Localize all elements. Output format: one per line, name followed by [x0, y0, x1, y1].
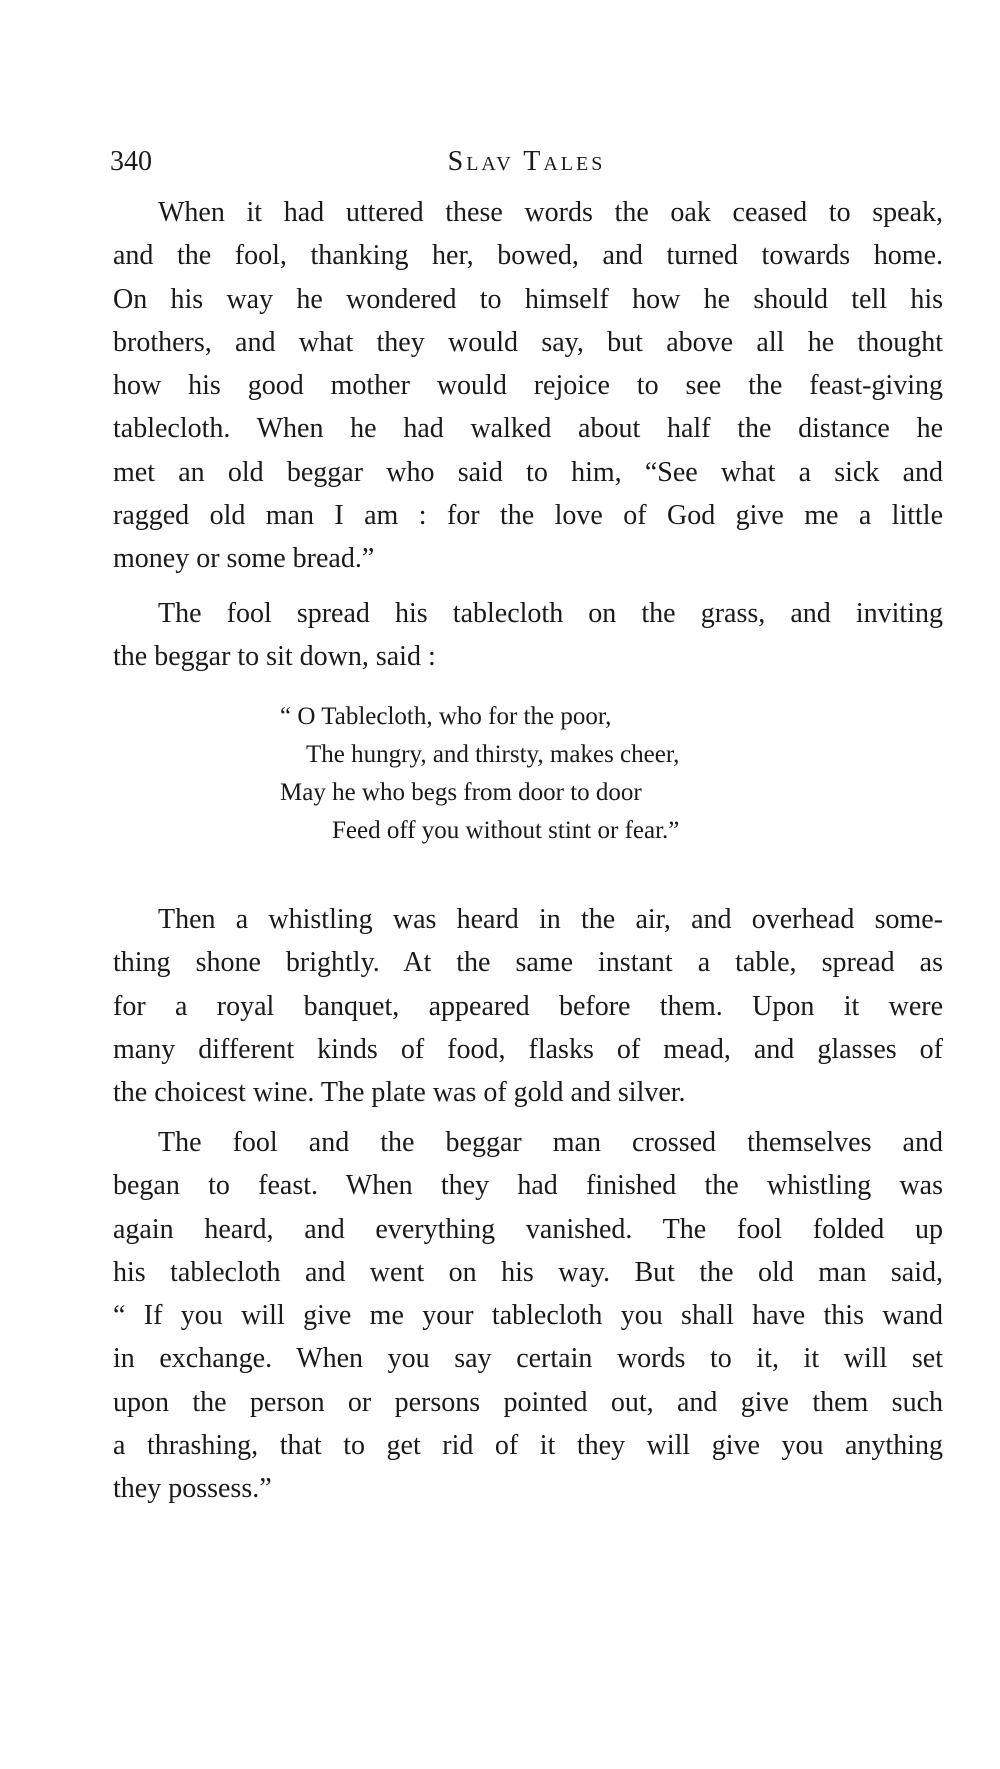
verse-line: Feed off you without stint or fear.”: [332, 817, 680, 844]
paragraph-2: [113, 592, 943, 679]
text-line: The fool spread his tablecloth on the grass, and inviting: [158, 598, 943, 629]
verse-line: May he who begs from door to door: [280, 779, 642, 806]
text-line: the beggar to sit down, said :: [113, 641, 436, 673]
text-line: many different kinds of food, flasks of mead, and glasses of: [113, 1033, 943, 1065]
text-line: met an old beggar who said to him, “See what a sick and: [113, 456, 943, 488]
text-line: brothers, and what they would say, but above all he thought: [113, 326, 943, 358]
text-line: again heard, and everything vanished. The fool folded up: [113, 1213, 943, 1245]
text-line: “ If you will give me your tablecloth you shall have this wand: [113, 1300, 943, 1332]
text-line: his tablecloth and went on his way. But the old man said,: [113, 1256, 943, 1288]
text-line: Then a whistling was heard in the air, and overhead some-: [158, 904, 943, 935]
text-line: The fool and the beggar man crossed themselves and: [158, 1127, 943, 1158]
text-line: and the fool, thanking her, bowed, and turned towards home.: [113, 240, 943, 272]
text-line: money or some bread.”: [113, 543, 375, 575]
paragraph-1: [113, 191, 943, 581]
text-line: the choicest wine. The plate was of gold and silver.: [113, 1077, 686, 1109]
text-line: thing shone brightly. At the same instant a table, spread as: [113, 947, 943, 979]
running-title: Slav Tales: [447, 146, 606, 177]
verse: [280, 698, 840, 850]
verse-line: The hungry, and thirsty, makes cheer,: [306, 741, 680, 768]
text-line: On his way he wondered to himself how he should tell his: [113, 283, 943, 315]
paragraph-4: [113, 1121, 943, 1511]
text-line: for a royal banquet, appeared before them. Upon it were: [113, 990, 943, 1022]
text-line: how his good mother would rejoice to see the feast-giving: [113, 370, 943, 402]
text-line: When it had uttered these words the oak ceased to speak,: [158, 197, 943, 228]
page-header: [110, 142, 943, 182]
text-line: upon the person or persons pointed out, and give them such: [113, 1386, 943, 1418]
text-line: in exchange. When you say certain words to it, it will set: [113, 1343, 943, 1375]
text-line: they possess.”: [113, 1473, 272, 1505]
verse-line: “ O Tablecloth, who for the poor,: [280, 703, 612, 730]
paragraph-3: [113, 898, 943, 1114]
text-line: tablecloth. When he had walked about half the distance he: [113, 413, 943, 445]
text-line: ragged old man I am : for the love of God give me a little: [113, 500, 943, 532]
page-number: 340: [110, 146, 152, 177]
text-line: began to feast. When they had finished the whistling was: [113, 1170, 943, 1202]
text-line: a thrashing, that to get rid of it they will give you anything: [113, 1430, 943, 1462]
